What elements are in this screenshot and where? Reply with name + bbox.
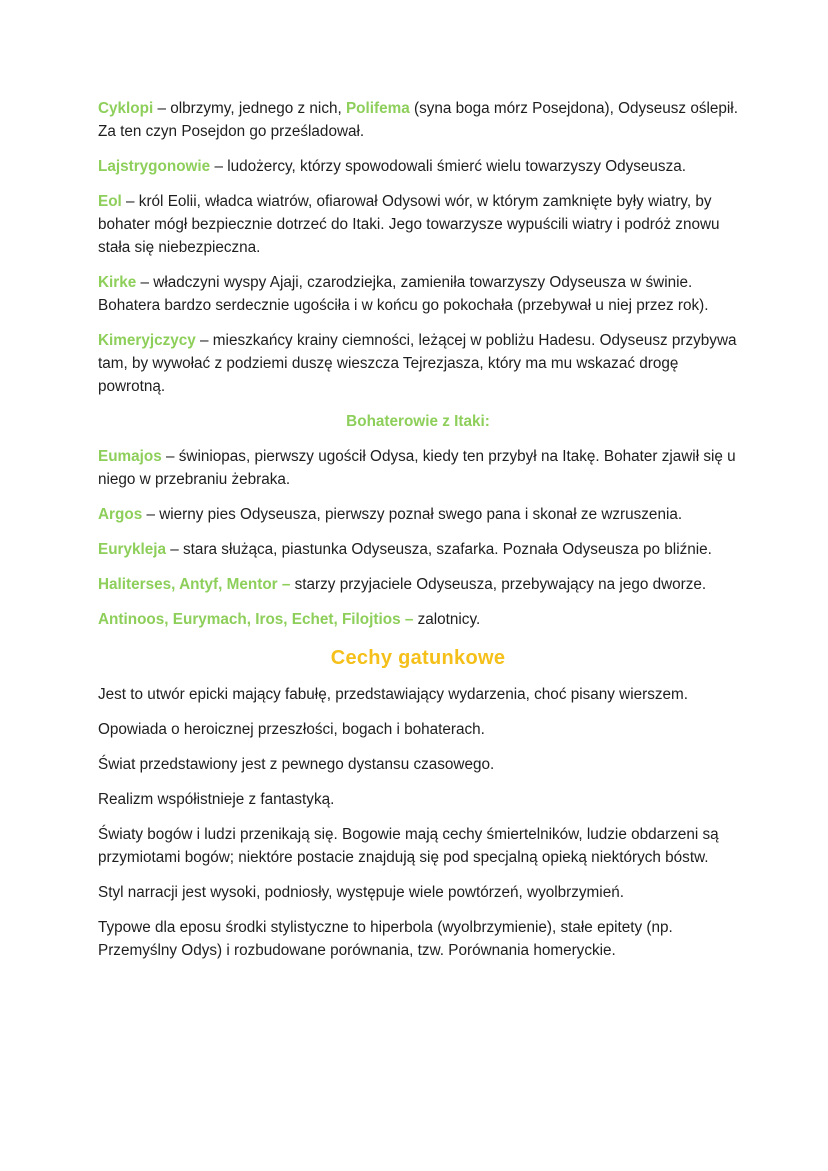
definition: – świniopas, pierwszy ugościł Odysa, kiedy ten przybył na Itakę. Bohater zjawił się u niego w przebraniu żebraka. [98, 448, 736, 488]
character-entry [98, 608, 738, 631]
term: Antinoos, Eurymach, Iros, Echet, Filojtios – [98, 611, 414, 628]
definition: – stara służąca, piastunka Odyseusza, szafarka. Poznała Odyseusza po bliźnie. [166, 541, 712, 558]
genre-paragraph: Opowiada o heroicznej przeszłości, bogach i bohaterach. [98, 721, 485, 738]
character-entry [98, 329, 738, 398]
term: Polifema [345, 100, 410, 117]
definition: – władczyni wyspy Ajaji, czarodziejka, zamieniła towarzyszy Odyseusza w świnie. Bohatera bardzo serdecznie ugościła i w końcu go pokochała (przebywał u niej przez rok). [98, 274, 709, 314]
genre-heading: Cechy gatunkowe [330, 647, 506, 669]
term: Haliterses, Antyf, Mentor – [98, 576, 291, 593]
ithaca-heading: Bohaterowie z Itaki: [346, 413, 490, 430]
definition: zalotnicy. [413, 611, 481, 628]
character-entry [98, 97, 738, 143]
term: Eurykleja [98, 541, 167, 558]
term: Cyklopi [98, 100, 154, 117]
genre-paragraph: Jest to utwór epicki mający fabułę, przedstawiający wydarzenia, choć pisany wierszem. [98, 686, 689, 703]
term: Eol [98, 193, 122, 210]
genre-paragraph: Światy bogów i ludzi przenikają się. Bogowie mają cechy śmiertelników, ludzie obdarzeni są przymiotami bogów; niektóre postacie znajdują się pod specjalną opieką niektórych bóstw. [98, 826, 719, 866]
genre-paragraph: Realizm współistnieje z fantastyką. [98, 791, 335, 808]
character-entry [98, 271, 738, 317]
document-body [98, 97, 738, 974]
character-entry [98, 503, 738, 526]
definition: starzy przyjaciele Odyseusza, przebywający na jego dworze. [290, 576, 707, 593]
genre-paragraph: Typowe dla eposu środki stylistyczne to hiperbola (wyolbrzymienie), stałe epitety (np. Przemyślny Odys) i rozbudowane porównania, tzw. Porównania homeryckie. [98, 919, 673, 959]
character-entry [98, 538, 738, 561]
character-entry [98, 155, 738, 178]
definition: – wierny pies Odyseusza, pierwszy poznał swego pana i skonał ze wzruszenia. [142, 506, 683, 523]
definition: – mieszkańcy krainy ciemności, leżącej w pobliżu Hadesu. Odyseusz przybywa tam, by wywołać z podziemi duszę wieszcza Tejrezjasza, który ma mu wskazać drogę powrotną. [98, 332, 737, 395]
definition: – ludożercy, którzy spowodowali śmierć wielu towarzyszy Odyseusza. [210, 158, 686, 175]
character-entry [98, 190, 738, 259]
genre-paragraph: Styl narracji jest wysoki, podniosły, występuje wiele powtórzeń, wyolbrzymień. [98, 884, 624, 901]
definition: – olbrzymy, jednego z nich, [153, 100, 346, 117]
character-entry [98, 445, 738, 491]
character-entry [98, 573, 738, 596]
definition: (syna boga mórz Posejdona), Odyseusz oślepił. Za ten czyn Posejdon go prześladował. [98, 100, 738, 140]
term: Lajstrygonowie [98, 158, 211, 175]
term: Kimeryjczycy [98, 332, 196, 349]
term: Argos [98, 506, 143, 523]
genre-paragraph: Świat przedstawiony jest z pewnego dystansu czasowego. [98, 756, 495, 773]
term: Kirke [98, 274, 137, 291]
definition: – król Eolii, władca wiatrów, ofiarował Odysowi wór, w którym zamknięte były wiatry, by bohater mógł bezpiecznie dotrzeć do Itaki. Jego towarzysze wypuścili wiatry i podróż znowu stała się niebezpieczna. [98, 193, 720, 256]
term: Eumajos [98, 448, 162, 465]
